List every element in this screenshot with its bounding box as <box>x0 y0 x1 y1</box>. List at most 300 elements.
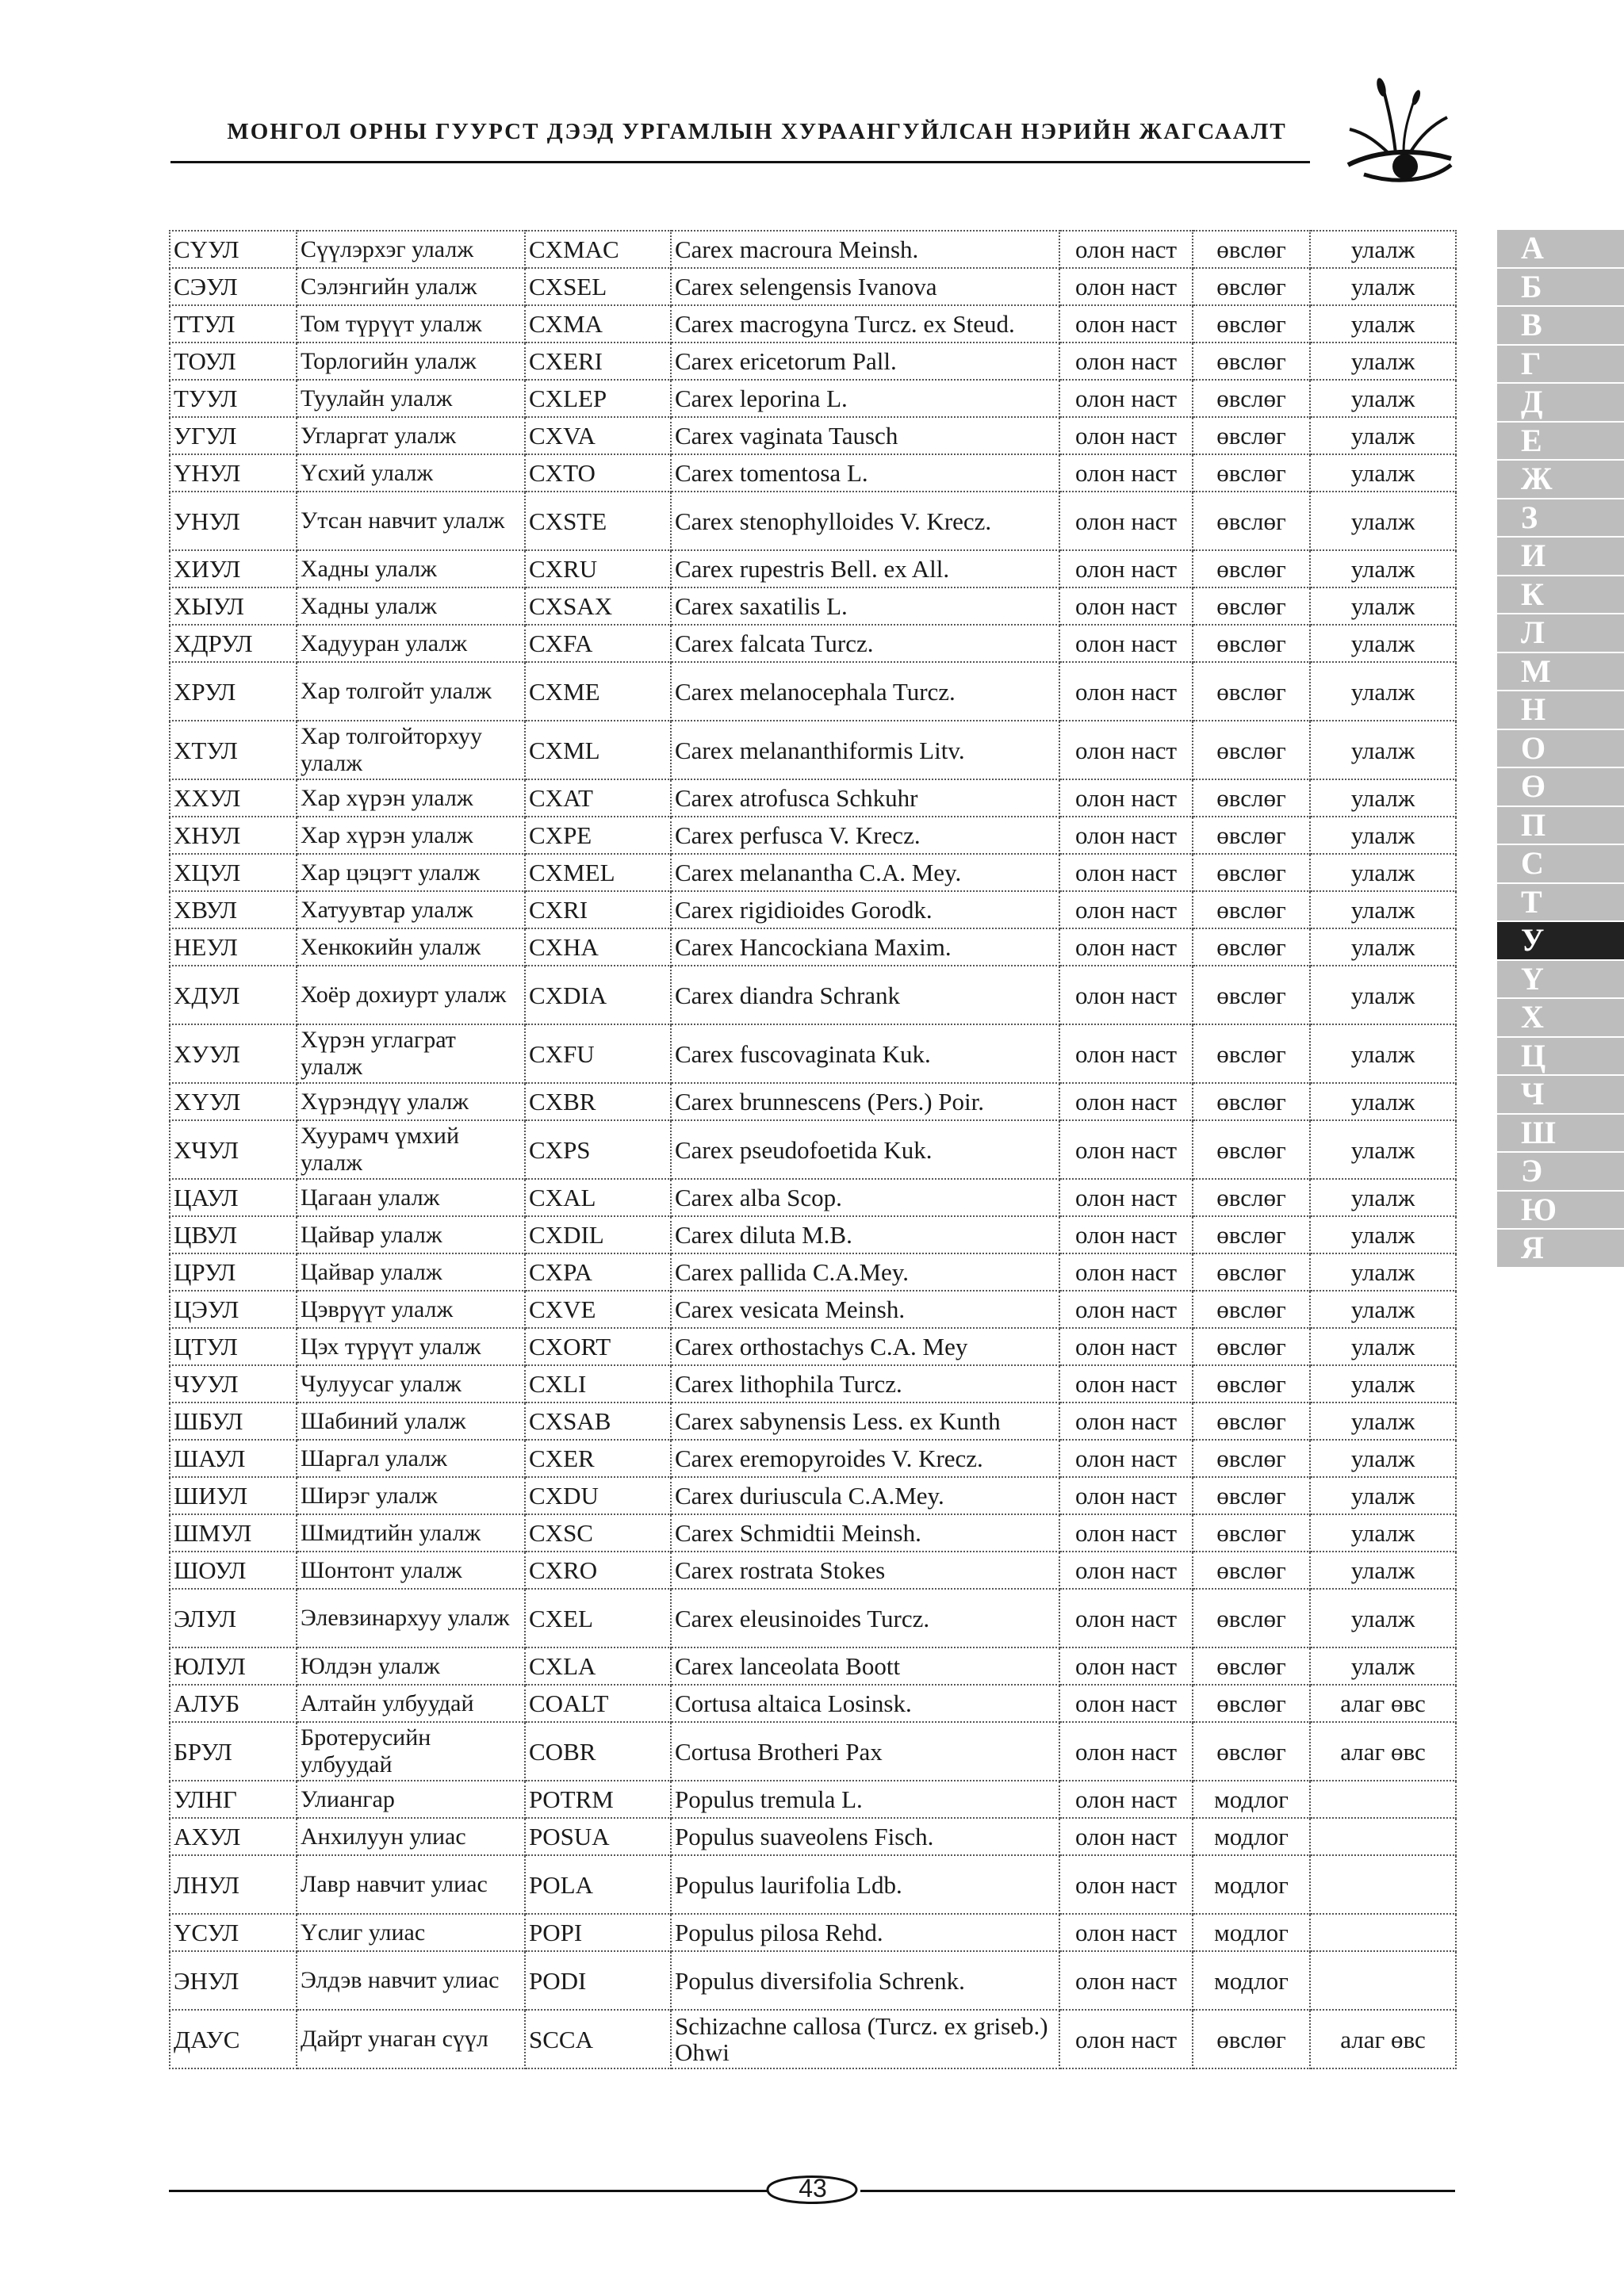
growth-form-cell: өвслөг <box>1193 342 1310 380</box>
mongolian-name-cell: Том түрүүт улалж <box>297 305 525 342</box>
latin-name-cell: Cortusa Brotheri Pax <box>671 1722 1059 1781</box>
abbreviation-cell: ХЦУЛ <box>170 854 297 891</box>
lifespan-cell: олон наст <box>1059 1253 1193 1291</box>
lifespan-cell: олон наст <box>1059 550 1193 587</box>
alphabet-tab[interactable]: З <box>1497 499 1624 538</box>
lifespan-cell: олон наст <box>1059 721 1193 779</box>
abbreviation-cell: ШМУЛ <box>170 1514 297 1552</box>
abbreviation-cell: ЦВУЛ <box>170 1216 297 1253</box>
table-row <box>170 1365 1456 1402</box>
growth-form-cell: өвслөг <box>1193 1589 1310 1647</box>
mongolian-name-cell: Хар хүрэн улалж <box>297 817 525 854</box>
abbreviation-cell: СЭУЛ <box>170 268 297 305</box>
code-cell: CXORT <box>525 1328 671 1365</box>
growth-form-cell: өвслөг <box>1193 1291 1310 1328</box>
alphabet-tab[interactable]: Н <box>1497 691 1624 730</box>
alphabet-tab[interactable]: Ю <box>1497 1192 1624 1230</box>
group-cell: улалж <box>1310 492 1456 550</box>
code-cell: CXLI <box>525 1365 671 1402</box>
latin-name-cell: Carex rostrata Stokes <box>671 1552 1059 1589</box>
mongolian-name-cell: Хадны улалж <box>297 550 525 587</box>
table-row <box>170 928 1456 966</box>
alphabet-index-bar <box>1497 230 1624 1269</box>
table-row <box>170 1818 1456 1855</box>
lifespan-cell: олон наст <box>1059 1402 1193 1440</box>
lifespan-cell: олон наст <box>1059 1855 1193 1914</box>
mongolian-name-cell: Хадны улалж <box>297 587 525 625</box>
group-cell: улалж <box>1310 1120 1456 1179</box>
abbreviation-cell: ЧУУЛ <box>170 1365 297 1402</box>
mongolian-name-cell: Сүүлэрхэг улалж <box>297 231 525 268</box>
growth-form-cell: өвслөг <box>1193 625 1310 662</box>
abbreviation-cell: АХУЛ <box>170 1818 297 1855</box>
mongolian-name-cell: Дайрт унаган сүүл <box>297 2010 525 2068</box>
mongolian-name-cell: Цэврүүт улалж <box>297 1291 525 1328</box>
table-row <box>170 417 1456 454</box>
latin-name-cell: Carex fuscovaginata Kuk. <box>671 1024 1059 1083</box>
mongolian-name-cell: Цайвар улалж <box>297 1216 525 1253</box>
table-row <box>170 492 1456 550</box>
lifespan-cell: олон наст <box>1059 854 1193 891</box>
growth-form-cell: өвслөг <box>1193 928 1310 966</box>
alphabet-tab[interactable]: Э <box>1497 1153 1624 1192</box>
latin-name-cell: Carex atrofusca Schkuhr <box>671 779 1059 817</box>
plant-logo-icon <box>1340 70 1459 197</box>
lifespan-cell: олон наст <box>1059 1120 1193 1179</box>
code-cell: CXPE <box>525 817 671 854</box>
growth-form-cell: өвслөг <box>1193 268 1310 305</box>
group-cell: улалж <box>1310 854 1456 891</box>
mongolian-name-cell: Хар цэцэгт улалж <box>297 854 525 891</box>
abbreviation-cell: НЕУЛ <box>170 928 297 966</box>
latin-name-cell: Carex saxatilis L. <box>671 587 1059 625</box>
code-cell: CXSAX <box>525 587 671 625</box>
abbreviation-cell: ЦАУЛ <box>170 1179 297 1216</box>
group-cell <box>1310 1951 1456 2010</box>
mongolian-name-cell: Хар толгойт улалж <box>297 662 525 721</box>
lifespan-cell: олон наст <box>1059 1685 1193 1722</box>
mongolian-name-cell: Хенкокийн улалж <box>297 928 525 966</box>
abbreviation-cell: ТТУЛ <box>170 305 297 342</box>
group-cell: улалж <box>1310 587 1456 625</box>
table-row <box>170 380 1456 417</box>
alphabet-tab[interactable]: Т <box>1497 884 1624 923</box>
lifespan-cell: олон наст <box>1059 1291 1193 1328</box>
alphabet-tab[interactable]: Ц <box>1497 1038 1624 1077</box>
latin-name-cell: Carex melanantha C.A. Mey. <box>671 854 1059 891</box>
lifespan-cell: олон наст <box>1059 1647 1193 1685</box>
group-cell: улалж <box>1310 1328 1456 1365</box>
code-cell: COALT <box>525 1685 671 1722</box>
table-row <box>170 1120 1456 1179</box>
abbreviation-cell: АЛУБ <box>170 1685 297 1722</box>
abbreviation-cell: ЦРУЛ <box>170 1253 297 1291</box>
alphabet-tab[interactable]: Ж <box>1497 461 1624 499</box>
mongolian-name-cell: Хар толгойторхуу улалж <box>297 721 525 779</box>
abbreviation-cell: УГУЛ <box>170 417 297 454</box>
abbreviation-cell: ЮЛУЛ <box>170 1647 297 1685</box>
abbreviation-cell: ХҮУЛ <box>170 1083 297 1120</box>
lifespan-cell: олон наст <box>1059 662 1193 721</box>
code-cell: CXDIA <box>525 966 671 1024</box>
table-row <box>170 2010 1456 2068</box>
alphabet-tab[interactable]: Д <box>1497 384 1624 423</box>
group-cell: улалж <box>1310 1024 1456 1083</box>
growth-form-cell: өвслөг <box>1193 2010 1310 2068</box>
mongolian-name-cell: Хадууран улалж <box>297 625 525 662</box>
footer-rule-left <box>169 2190 769 2192</box>
code-cell: CXSTE <box>525 492 671 550</box>
alphabet-tab[interactable]: Ч <box>1497 1076 1624 1115</box>
code-cell: CXAT <box>525 779 671 817</box>
lifespan-cell: олон наст <box>1059 1951 1193 2010</box>
lifespan-cell: олон наст <box>1059 1328 1193 1365</box>
code-cell: CXVA <box>525 417 671 454</box>
growth-form-cell: өвслөг <box>1193 1365 1310 1402</box>
lifespan-cell: олон наст <box>1059 1216 1193 1253</box>
mongolian-name-cell: Сэлэнгийн улалж <box>297 268 525 305</box>
mongolian-name-cell: Хоёр дохиурт улалж <box>297 966 525 1024</box>
abbreviation-cell: БРУЛ <box>170 1722 297 1781</box>
mongolian-name-cell: Элдэв навчит улиас <box>297 1951 525 2010</box>
group-cell: улалж <box>1310 305 1456 342</box>
lifespan-cell: олон наст <box>1059 891 1193 928</box>
group-cell: улалж <box>1310 1365 1456 1402</box>
group-cell: улалж <box>1310 454 1456 492</box>
abbreviation-cell: ЦЭУЛ <box>170 1291 297 1328</box>
table-row <box>170 817 1456 854</box>
mongolian-name-cell: Шабиний улалж <box>297 1402 525 1440</box>
latin-name-cell: Carex diluta M.B. <box>671 1216 1059 1253</box>
abbreviation-cell: ХЫУЛ <box>170 587 297 625</box>
latin-name-cell: Carex pallida C.A.Mey. <box>671 1253 1059 1291</box>
species-table-container <box>169 230 1455 2069</box>
lifespan-cell: олон наст <box>1059 1440 1193 1477</box>
group-cell: улалж <box>1310 231 1456 268</box>
table-row <box>170 1722 1456 1781</box>
alphabet-tab[interactable]: И <box>1497 538 1624 576</box>
table-row <box>170 1328 1456 1365</box>
mongolian-name-cell: Цагаан улалж <box>297 1179 525 1216</box>
latin-name-cell: Schizachne callosa (Turcz. ex griseb.) Ohwi <box>671 2010 1059 2068</box>
mongolian-name-cell: Бротерусийн улбуудай <box>297 1722 525 1781</box>
code-cell: CXAL <box>525 1179 671 1216</box>
abbreviation-cell: ЭЛУЛ <box>170 1589 297 1647</box>
group-cell: улалж <box>1310 1216 1456 1253</box>
group-cell: улалж <box>1310 625 1456 662</box>
abbreviation-cell: СҮУЛ <box>170 231 297 268</box>
abbreviation-cell: ТУУЛ <box>170 380 297 417</box>
table-row <box>170 662 1456 721</box>
growth-form-cell: өвслөг <box>1193 1253 1310 1291</box>
table-row <box>170 1781 1456 1818</box>
group-cell: улалж <box>1310 1589 1456 1647</box>
table-row <box>170 268 1456 305</box>
alphabet-tab[interactable]: С <box>1497 845 1624 884</box>
latin-name-cell: Carex alba Scop. <box>671 1179 1059 1216</box>
code-cell: CXSAB <box>525 1402 671 1440</box>
abbreviation-cell: ШАУЛ <box>170 1440 297 1477</box>
lifespan-cell: олон наст <box>1059 779 1193 817</box>
group-cell: улалж <box>1310 1477 1456 1514</box>
abbreviation-cell: ШОУЛ <box>170 1552 297 1589</box>
lifespan-cell: олон наст <box>1059 817 1193 854</box>
group-cell: улалж <box>1310 417 1456 454</box>
growth-form-cell: өвслөг <box>1193 454 1310 492</box>
code-cell: CXFU <box>525 1024 671 1083</box>
code-cell: CXHA <box>525 928 671 966</box>
table-row <box>170 305 1456 342</box>
abbreviation-cell: ХЧУЛ <box>170 1120 297 1179</box>
lifespan-cell: олон наст <box>1059 2010 1193 2068</box>
mongolian-name-cell: Элевзинархуу улалж <box>297 1589 525 1647</box>
latin-name-cell: Carex sabynensis Less. ex Kunth <box>671 1402 1059 1440</box>
lifespan-cell: олон наст <box>1059 625 1193 662</box>
latin-name-cell: Carex selengensis Ivanova <box>671 268 1059 305</box>
mongolian-name-cell: Алтайн улбуудай <box>297 1685 525 1722</box>
code-cell: CXRI <box>525 891 671 928</box>
mongolian-name-cell: Улиангар <box>297 1781 525 1818</box>
alphabet-tab[interactable]: Я <box>1497 1230 1624 1269</box>
mongolian-name-cell: Хуурамч үмхий улалж <box>297 1120 525 1179</box>
code-cell: CXEL <box>525 1589 671 1647</box>
mongolian-name-cell: Торлогийн улалж <box>297 342 525 380</box>
abbreviation-cell: ХДУЛ <box>170 966 297 1024</box>
table-row <box>170 1855 1456 1914</box>
group-cell: улалж <box>1310 1253 1456 1291</box>
code-cell: SCCA <box>525 2010 671 2068</box>
table-row <box>170 550 1456 587</box>
alphabet-tab[interactable]: Ө <box>1497 768 1624 807</box>
growth-form-cell: өвслөг <box>1193 854 1310 891</box>
code-cell: CXBR <box>525 1083 671 1120</box>
lifespan-cell: олон наст <box>1059 1781 1193 1818</box>
abbreviation-cell: ШИУЛ <box>170 1477 297 1514</box>
lifespan-cell: олон наст <box>1059 268 1193 305</box>
group-cell <box>1310 1855 1456 1914</box>
mongolian-name-cell: Анхилуун улиас <box>297 1818 525 1855</box>
table-row <box>170 891 1456 928</box>
growth-form-cell: өвслөг <box>1193 721 1310 779</box>
mongolian-name-cell: Шаргал улалж <box>297 1440 525 1477</box>
growth-form-cell: өвслөг <box>1193 1024 1310 1083</box>
abbreviation-cell: ЦТУЛ <box>170 1328 297 1365</box>
lifespan-cell: олон наст <box>1059 380 1193 417</box>
abbreviation-cell: ХХУЛ <box>170 779 297 817</box>
growth-form-cell: өвслөг <box>1193 1216 1310 1253</box>
group-cell: улалж <box>1310 1179 1456 1216</box>
mongolian-name-cell: Хүрэндүү улалж <box>297 1083 525 1120</box>
alphabet-tab[interactable]: В <box>1497 307 1624 346</box>
growth-form-cell: модлог <box>1193 1818 1310 1855</box>
table-row <box>170 854 1456 891</box>
code-cell: CXDIL <box>525 1216 671 1253</box>
latin-name-cell: Carex vaginata Tausch <box>671 417 1059 454</box>
mongolian-name-cell: Юлдэн улалж <box>297 1647 525 1685</box>
growth-form-cell: өвслөг <box>1193 587 1310 625</box>
latin-name-cell: Carex Schmidtii Meinsh. <box>671 1514 1059 1552</box>
abbreviation-cell: ХТУЛ <box>170 721 297 779</box>
code-cell: CXSC <box>525 1514 671 1552</box>
group-cell: улалж <box>1310 1291 1456 1328</box>
group-cell <box>1310 1818 1456 1855</box>
table-row <box>170 587 1456 625</box>
lifespan-cell: олон наст <box>1059 1722 1193 1781</box>
table-row <box>170 1291 1456 1328</box>
table-row <box>170 1477 1456 1514</box>
abbreviation-cell: ДАУС <box>170 2010 297 2068</box>
table-row <box>170 779 1456 817</box>
growth-form-cell: өвслөг <box>1193 1685 1310 1722</box>
growth-form-cell: модлог <box>1193 1951 1310 2010</box>
group-cell: улалж <box>1310 342 1456 380</box>
growth-form-cell: өвслөг <box>1193 380 1310 417</box>
alphabet-tab[interactable]: О <box>1497 730 1624 769</box>
growth-form-cell: өвслөг <box>1193 305 1310 342</box>
code-cell: POPI <box>525 1914 671 1951</box>
mongolian-name-cell: Чулуусаг улалж <box>297 1365 525 1402</box>
latin-name-cell: Carex pseudofoetida Kuk. <box>671 1120 1059 1179</box>
latin-name-cell: Carex vesicata Meinsh. <box>671 1291 1059 1328</box>
lifespan-cell: олон наст <box>1059 587 1193 625</box>
latin-name-cell: Carex stenophylloides V. Krecz. <box>671 492 1059 550</box>
lifespan-cell: олон наст <box>1059 1514 1193 1552</box>
group-cell: улалж <box>1310 817 1456 854</box>
table-row <box>170 1552 1456 1589</box>
growth-form-cell: өвслөг <box>1193 1477 1310 1514</box>
alphabet-tab[interactable]: П <box>1497 807 1624 846</box>
group-cell: улалж <box>1310 1083 1456 1120</box>
growth-form-cell: өвслөг <box>1193 1328 1310 1365</box>
latin-name-cell: Populus tremula L. <box>671 1781 1059 1818</box>
latin-name-cell: Carex perfusca V. Krecz. <box>671 817 1059 854</box>
group-cell: улалж <box>1310 779 1456 817</box>
table-row <box>170 1216 1456 1253</box>
latin-name-cell: Carex macroura Meinsh. <box>671 231 1059 268</box>
abbreviation-cell: УЛНГ <box>170 1781 297 1818</box>
growth-form-cell: өвслөг <box>1193 1514 1310 1552</box>
mongolian-name-cell: Үсхий улалж <box>297 454 525 492</box>
latin-name-cell: Cortusa altaica Losinsk. <box>671 1685 1059 1722</box>
code-cell: POTRM <box>525 1781 671 1818</box>
abbreviation-cell: ХРУЛ <box>170 662 297 721</box>
table-row <box>170 721 1456 779</box>
latin-name-cell: Carex duriuscula C.A.Mey. <box>671 1477 1059 1514</box>
growth-form-cell: өвслөг <box>1193 1120 1310 1179</box>
code-cell: CXRO <box>525 1552 671 1589</box>
latin-name-cell: Carex lanceolata Boott <box>671 1647 1059 1685</box>
abbreviation-cell: ҮСУЛ <box>170 1914 297 1951</box>
lifespan-cell: олон наст <box>1059 1477 1193 1514</box>
group-cell: улалж <box>1310 891 1456 928</box>
alphabet-tab[interactable]: Ү <box>1497 961 1624 1000</box>
latin-name-cell: Carex lithophila Turcz. <box>671 1365 1059 1402</box>
alphabet-tab[interactable]: Х <box>1497 999 1624 1038</box>
growth-form-cell: өвслөг <box>1193 1722 1310 1781</box>
alphabet-tab[interactable]: Г <box>1497 346 1624 385</box>
mongolian-name-cell: Хатуувтар улалж <box>297 891 525 928</box>
code-cell: CXPA <box>525 1253 671 1291</box>
table-row <box>170 454 1456 492</box>
table-row <box>170 1440 1456 1477</box>
lifespan-cell: олон наст <box>1059 1552 1193 1589</box>
header-rule <box>170 161 1310 163</box>
growth-form-cell: өвслөг <box>1193 492 1310 550</box>
table-row <box>170 231 1456 268</box>
group-cell: улалж <box>1310 1402 1456 1440</box>
alphabet-tab[interactable]: Б <box>1497 269 1624 308</box>
latin-name-cell: Carex falcata Turcz. <box>671 625 1059 662</box>
table-row <box>170 1685 1456 1722</box>
group-cell: улалж <box>1310 1514 1456 1552</box>
abbreviation-cell: ХИУЛ <box>170 550 297 587</box>
alphabet-tab[interactable]: Ш <box>1497 1115 1624 1154</box>
page-number: 43 <box>799 2174 827 2202</box>
group-cell: улалж <box>1310 1552 1456 1589</box>
code-cell: CXDU <box>525 1477 671 1514</box>
lifespan-cell: олон наст <box>1059 417 1193 454</box>
table-row <box>170 1589 1456 1647</box>
group-cell: алаг өвс <box>1310 1722 1456 1781</box>
group-cell: улалж <box>1310 662 1456 721</box>
code-cell: CXML <box>525 721 671 779</box>
growth-form-cell: өвслөг <box>1193 779 1310 817</box>
alphabet-tab[interactable]: Е <box>1497 423 1624 461</box>
code-cell: CXMA <box>525 305 671 342</box>
lifespan-cell: олон наст <box>1059 305 1193 342</box>
alphabet-tab[interactable]: У <box>1497 922 1624 961</box>
code-cell: CXME <box>525 662 671 721</box>
group-cell: алаг өвс <box>1310 2010 1456 2068</box>
alphabet-tab[interactable]: Л <box>1497 614 1624 653</box>
code-cell: CXLEP <box>525 380 671 417</box>
group-cell: улалж <box>1310 928 1456 966</box>
abbreviation-cell: ТОУЛ <box>170 342 297 380</box>
growth-form-cell: өвслөг <box>1193 1552 1310 1589</box>
code-cell: POSUA <box>525 1818 671 1855</box>
table-row <box>170 1179 1456 1216</box>
growth-form-cell: өвслөг <box>1193 1647 1310 1685</box>
group-cell: улалж <box>1310 1647 1456 1685</box>
alphabet-tab[interactable]: М <box>1497 653 1624 692</box>
group-cell: улалж <box>1310 380 1456 417</box>
code-cell: COBR <box>525 1722 671 1781</box>
latin-name-cell: Populus diversifolia Schrenk. <box>671 1951 1059 2010</box>
code-cell: PODI <box>525 1951 671 2010</box>
lifespan-cell: олон наст <box>1059 231 1193 268</box>
growth-form-cell: өвслөг <box>1193 662 1310 721</box>
abbreviation-cell: ШБУЛ <box>170 1402 297 1440</box>
mongolian-name-cell: Цайвар улалж <box>297 1253 525 1291</box>
alphabet-tab[interactable]: К <box>1497 576 1624 615</box>
group-cell <box>1310 1914 1456 1951</box>
lifespan-cell: олон наст <box>1059 492 1193 550</box>
abbreviation-cell: ХНУЛ <box>170 817 297 854</box>
group-cell: улалж <box>1310 550 1456 587</box>
growth-form-cell: модлог <box>1193 1781 1310 1818</box>
lifespan-cell: олон наст <box>1059 1818 1193 1855</box>
mongolian-name-cell: Хар хүрэн улалж <box>297 779 525 817</box>
abbreviation-cell: УНУЛ <box>170 492 297 550</box>
lifespan-cell: олон наст <box>1059 1179 1193 1216</box>
code-cell: CXVE <box>525 1291 671 1328</box>
alphabet-tab[interactable]: А <box>1497 230 1624 269</box>
latin-name-cell: Carex melanocephala Turcz. <box>671 662 1059 721</box>
growth-form-cell: өвслөг <box>1193 1083 1310 1120</box>
mongolian-name-cell: Хүрэн углаграт улалж <box>297 1024 525 1083</box>
table-row <box>170 625 1456 662</box>
table-row <box>170 1253 1456 1291</box>
